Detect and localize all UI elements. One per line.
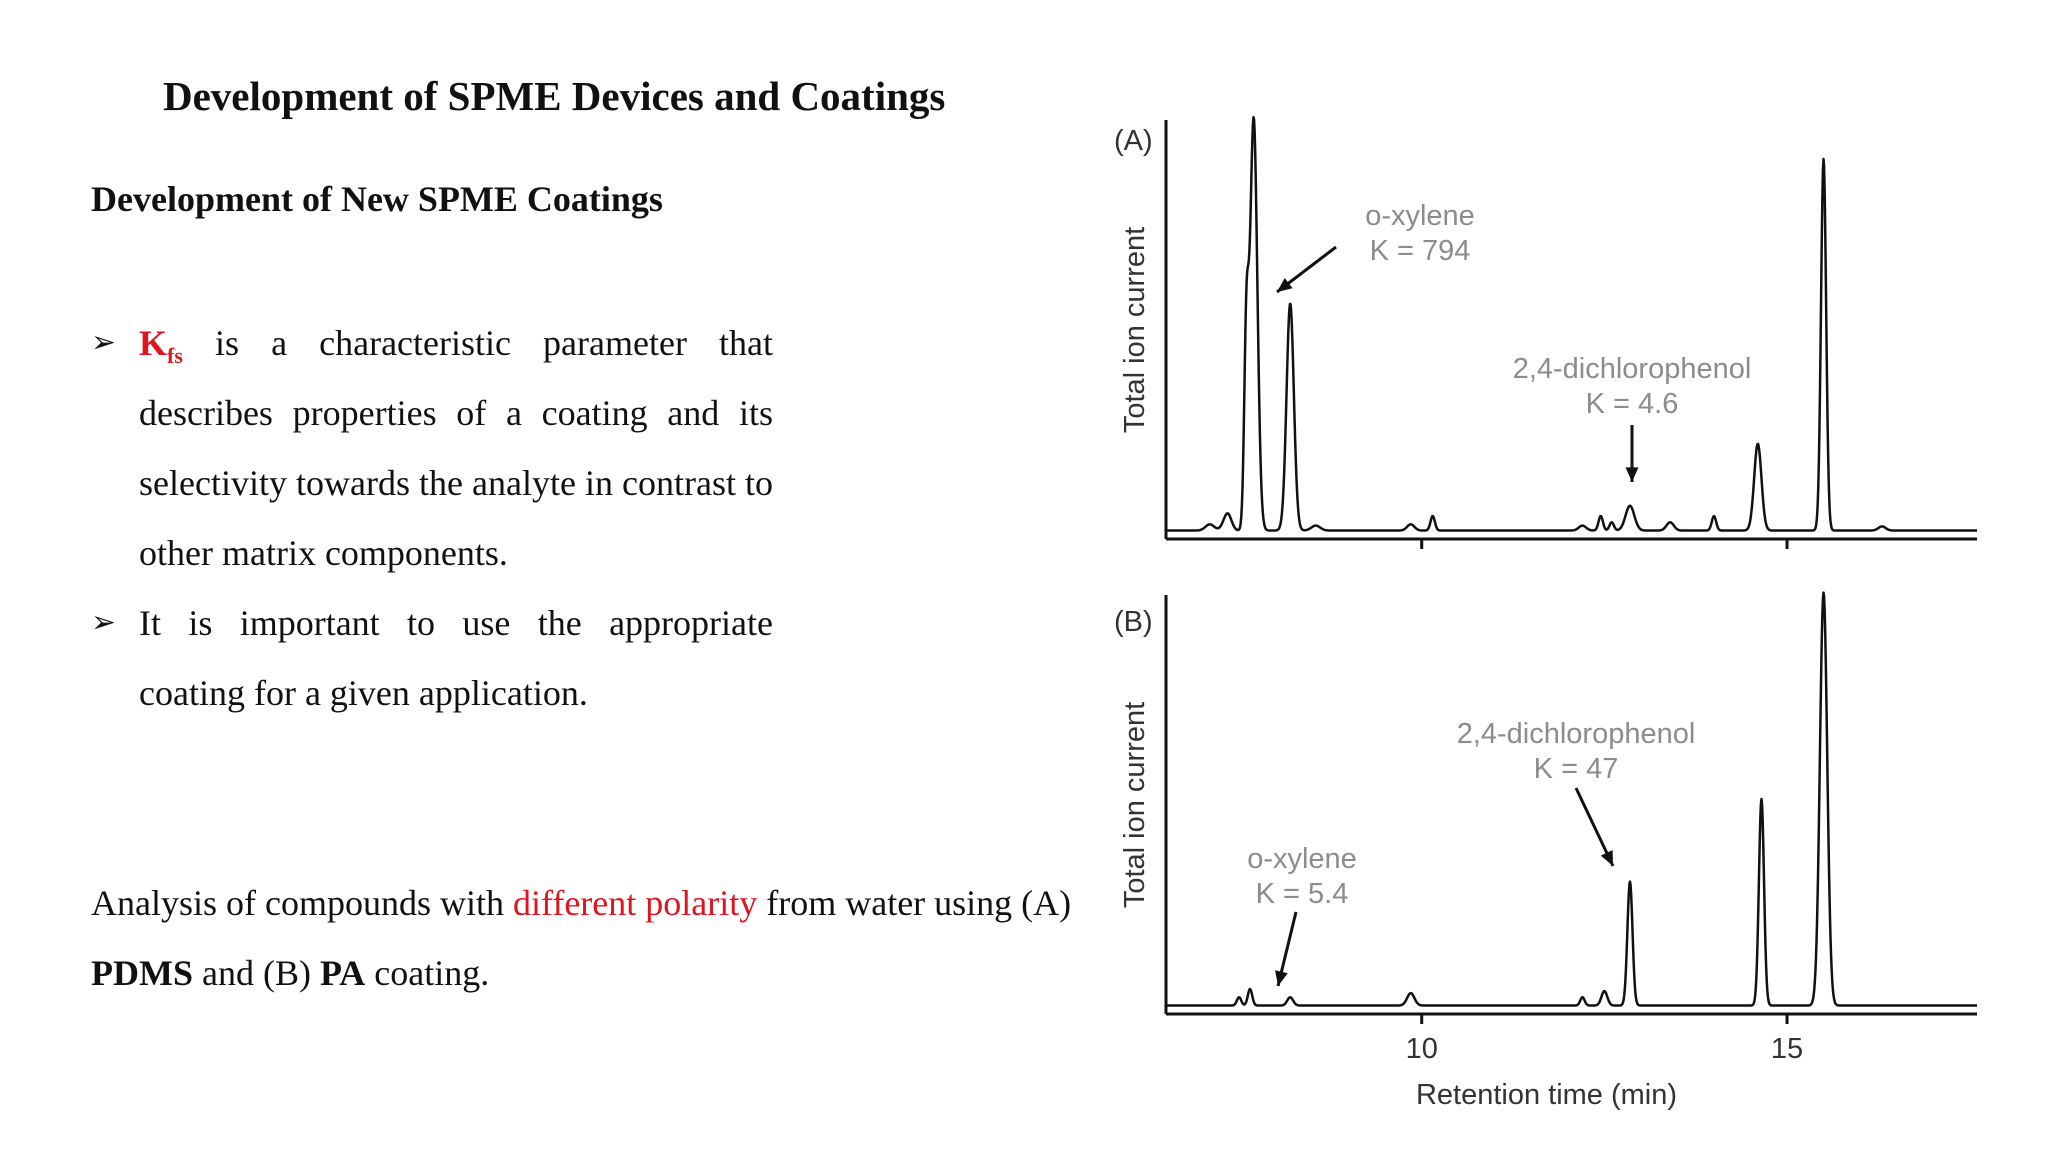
arrow-head-icon — [1626, 467, 1639, 482]
arrowhead-bullet-icon: ➢ — [91, 605, 117, 640]
kfs-symbol: $K_{fs}$ — [139, 323, 183, 369]
x-axis-label: Retention time (min) — [1415, 1079, 1678, 1111]
arrowhead-bullet-icon: ➢ — [91, 325, 117, 360]
y-axis-label: Total ion current — [1119, 701, 1151, 909]
y-axis-label: Total ion current — [1119, 226, 1151, 434]
x-tick-label: 15 — [1770, 1033, 1804, 1065]
figure-caption: Analysis of compounds with different polarity from water using (A) PDMS and (B) PA coating. — [91, 883, 1072, 993]
x-tick-label: 10 — [1405, 1033, 1438, 1065]
bullet-text: is a characteristic parameter that describes properties of a coating and its selectivity towards the analyte in contrast to other matrix components. — [139, 323, 774, 573]
caption-pa: PA — [319, 953, 366, 993]
chromatogram-figure — [1100, 100, 2000, 1120]
peak-label-compound: o-xylene — [1247, 843, 1357, 875]
slide-title: Development of SPME Devices and Coatings — [163, 73, 946, 119]
bullet-item-coating — [91, 588, 773, 728]
peak-label-compound: 2,4-dichlorophenol — [1512, 353, 1752, 385]
caption-pdms: PDMS — [91, 953, 193, 993]
bullet-item-kfs — [91, 308, 773, 588]
peak-label-k: K = 5.4 — [1255, 878, 1349, 910]
chromatogram-svg — [1100, 100, 2000, 1120]
section-heading: Development of New SPME Coatings — [91, 179, 663, 219]
panel-label: (B) — [1114, 606, 1153, 638]
peak-label-compound: o-xylene — [1365, 200, 1475, 232]
peak-label-k: K = 47 — [1533, 753, 1619, 785]
bullet-text: It is important to use the appropriate coating for a given application. — [139, 603, 773, 713]
peak-label-k: K = 794 — [1369, 235, 1471, 267]
arrow-head-icon — [1275, 970, 1288, 986]
peak-label-compound: 2,4-dichlorophenol — [1456, 718, 1696, 750]
chromatogram-trace — [1166, 117, 1977, 530]
peak-label-k: K = 4.6 — [1585, 388, 1679, 420]
caption-highlight: different polarity — [512, 883, 758, 923]
bullet-list — [91, 308, 773, 728]
panel-label: (A) — [1114, 125, 1153, 157]
